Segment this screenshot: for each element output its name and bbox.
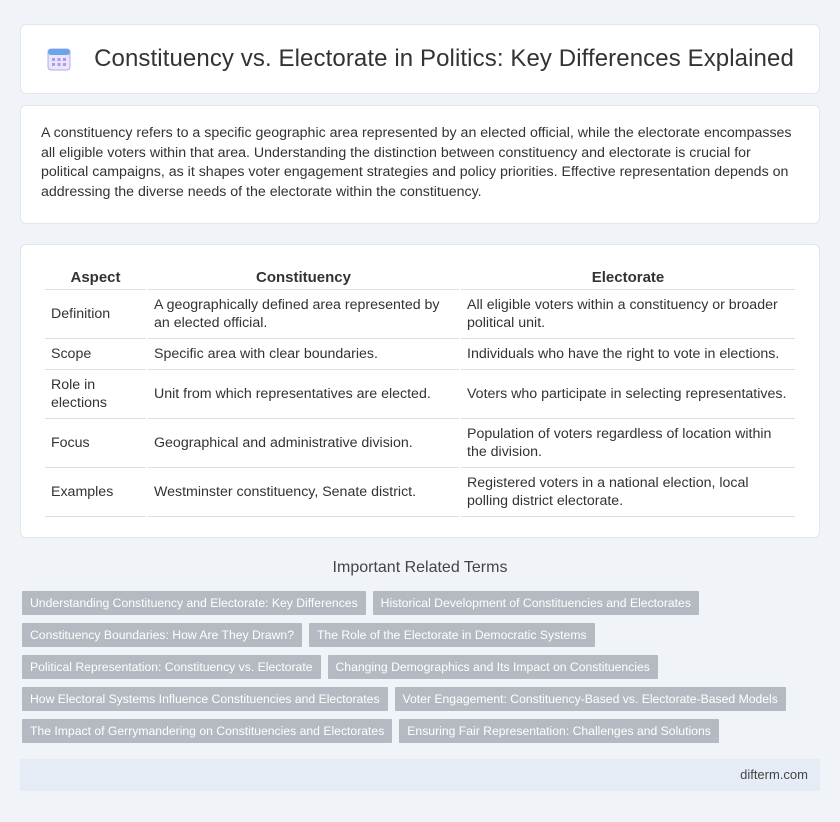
- table-row: [45, 370, 795, 419]
- header-aspect: Aspect: [45, 265, 146, 290]
- cell-constituency: Geographical and administrative division.: [148, 419, 459, 468]
- cell-aspect: Scope: [45, 339, 146, 370]
- related-term-link[interactable]: The Impact of Gerrymandering on Constituencies and Electorates: [22, 719, 392, 743]
- cell-electorate: All eligible voters within a constituency or broader political unit.: [461, 290, 795, 339]
- cell-constituency: Unit from which representatives are elected.: [148, 370, 459, 419]
- cell-constituency: Specific area with clear boundaries.: [148, 339, 459, 370]
- cell-constituency: Westminster constituency, Senate district.: [148, 468, 459, 517]
- cell-electorate: Registered voters in a national election, local polling district electorate.: [461, 468, 795, 517]
- intro-text: A constituency refers to a specific geographic area represented by an elected official, while the electorate encompasses all eligible voters within that area. Understanding the distinction between constituency and electorate is crucial for political campaigns, as it shapes voter engagement strategies and policy priorities. Effective representation depends on addressing the diverse needs of the electorate within the constituency.: [41, 125, 792, 200]
- table-row: [45, 419, 795, 468]
- header-card: [20, 24, 820, 94]
- footer-site[interactable]: difterm.com: [740, 767, 808, 782]
- related-term-link[interactable]: Voter Engagement: Constituency-Based vs. Electorate-Based Models: [395, 687, 786, 711]
- table-row: [45, 339, 795, 370]
- related-terms-title: Important Related Terms: [332, 559, 508, 576]
- calendar-icon: [46, 46, 72, 72]
- table-row: [45, 468, 795, 517]
- related-terms-list: [22, 591, 822, 751]
- page-title: Constituency vs. Electorate in Politics: Key Differences Explained: [94, 45, 794, 72]
- cell-electorate: Voters who participate in selecting representatives.: [461, 370, 795, 419]
- cell-aspect: Examples: [45, 468, 146, 517]
- footer: [20, 759, 820, 791]
- related-term-link[interactable]: The Role of the Electorate in Democratic Systems: [309, 623, 595, 647]
- cell-aspect: Definition: [45, 290, 146, 339]
- header-electorate: Electorate: [461, 265, 795, 290]
- cell-aspect: Role in elections: [45, 370, 146, 419]
- intro-card: [20, 105, 820, 224]
- cell-electorate: Population of voters regardless of location within the division.: [461, 419, 795, 468]
- cell-constituency: A geographically defined area represented by an elected official.: [148, 290, 459, 339]
- related-term-link[interactable]: Ensuring Fair Representation: Challenges and Solutions: [399, 719, 719, 743]
- comparison-card: [20, 244, 820, 538]
- header-constituency: Constituency: [148, 265, 459, 290]
- comparison-table: [43, 265, 797, 517]
- table-header-row: [45, 265, 795, 290]
- cell-electorate: Individuals who have the right to vote in elections.: [461, 339, 795, 370]
- table-row: [45, 290, 795, 339]
- related-term-link[interactable]: Changing Demographics and Its Impact on Constituencies: [328, 655, 658, 679]
- cell-aspect: Focus: [45, 419, 146, 468]
- related-term-link[interactable]: Understanding Constituency and Electorate: Key Differences: [22, 591, 366, 615]
- related-term-link[interactable]: Political Representation: Constituency vs. Electorate: [22, 655, 321, 679]
- related-term-link[interactable]: Historical Development of Constituencies and Electorates: [373, 591, 699, 615]
- related-term-link[interactable]: How Electoral Systems Influence Constituencies and Electorates: [22, 687, 388, 711]
- related-term-link[interactable]: Constituency Boundaries: How Are They Drawn?: [22, 623, 302, 647]
